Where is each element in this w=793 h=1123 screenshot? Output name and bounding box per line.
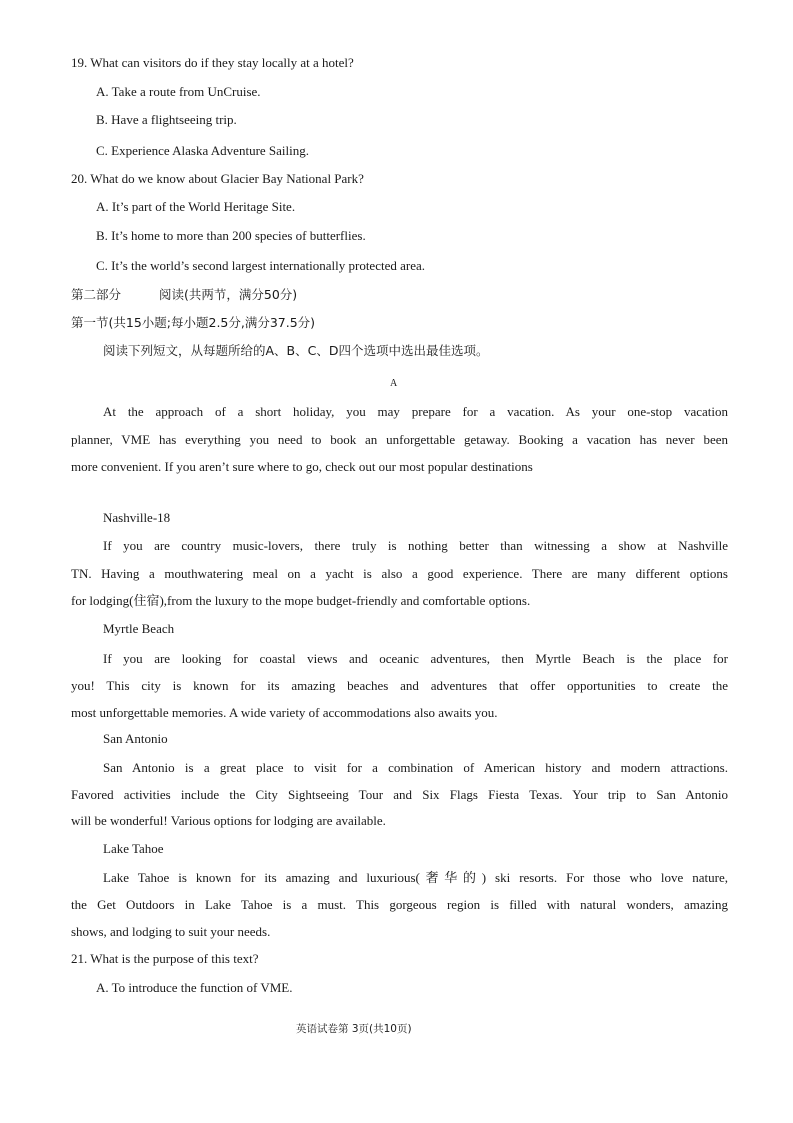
myrtle-line-3: most unforgettable memories. A wide variety of accommodations also awaits you.: [71, 705, 498, 720]
destination-title-myrtle-beach: Myrtle Beach: [103, 621, 175, 636]
question-20-option-b: B. It’s home to more than 200 species of butterflies.: [96, 228, 366, 243]
intro-line-1: At the approach of a short holiday, you may prepare for a vacation. As your one-stop vacation: [103, 404, 728, 419]
san-antonio-line-1: San Antonio is a great place to visit for a combination of American history and modern attractions.: [103, 760, 728, 775]
lake-tahoe-line-3: shows, and lodging to suit your needs.: [71, 924, 271, 939]
nashville-line-3: for lodging(住宿),from the luxury to the mope budget-friendly and comfortable options.: [71, 593, 531, 608]
intro-line-2: planner, VME has everything you need to book an unforgettable getaway. Booking a vacation has never been: [71, 432, 728, 447]
question-21-option-a: A. To introduce the function of VME.: [96, 980, 293, 995]
san-antonio-line-2: Favored activities include the City Sightseeing Tour and Six Flags Fiesta Texas. Your trip to San Antonio: [71, 787, 728, 802]
section-part-label: 第二部分: [71, 287, 122, 302]
question-19-option-c: C. Experience Alaska Adventure Sailing.: [96, 143, 310, 158]
myrtle-line-1: If you are looking for coastal views and oceanic adventures, then Myrtle Beach is the place for: [103, 651, 728, 666]
question-20-option-a: A. It’s part of the World Heritage Site.: [96, 199, 296, 214]
section-part-title: 阅读(共两节，满分50分): [159, 287, 298, 302]
section-sub-heading: 第一节(共15小题;每小题2.5分,满分37.5分): [71, 315, 316, 330]
question-20-stem: 20. What do we know about Glacier Bay National Park?: [71, 171, 364, 186]
page-footer: 英语试卷第 3页(共10页): [296, 1023, 412, 1035]
nashville-line-1: If you are country music-lovers, there truly is nothing better than witnessing a show at Nashville: [103, 538, 728, 553]
nashville-line-2: TN. Having a mouthwatering meal on a yacht is also a good experience. There are many different options: [71, 566, 728, 581]
myrtle-line-2: you! This city is known for its amazing beaches and adventures that offer opportunities to create the: [71, 678, 728, 693]
passage-label: A: [390, 378, 398, 389]
san-antonio-line-3: will be wonderful! Various options for lodging are available.: [71, 813, 386, 828]
destination-title-nashville: Nashville-18: [103, 510, 171, 525]
question-19-option-b: B. Have a flightseeing trip.: [96, 112, 237, 127]
destination-title-san-antonio: San Antonio: [103, 731, 168, 746]
section-instruction: 阅读下列短文，从每题所给的A、B、C、D四个选项中选出最佳选项。: [103, 343, 489, 358]
question-20-option-c: C. It’s the world’s second largest internationally protected area.: [96, 258, 425, 273]
question-19-stem: 19. What can visitors do if they stay locally at a hotel?: [71, 55, 354, 70]
lake-tahoe-line-1: Lake Tahoe is known for its amazing and luxurious(奢华的) ski resorts. For those who love nature,: [103, 870, 728, 885]
question-21-stem: 21. What is the purpose of this text?: [71, 951, 259, 966]
lake-tahoe-line-2: the Get Outdoors in Lake Tahoe is a must. This gorgeous region is filled with natural wonders, amazing: [71, 897, 728, 912]
intro-line-3: more convenient. If you aren’t sure where to go, check out our most popular destinations: [71, 459, 533, 474]
destination-title-lake-tahoe: Lake Tahoe: [103, 841, 164, 856]
question-19-option-a: A. Take a route from UnCruise.: [96, 84, 261, 99]
